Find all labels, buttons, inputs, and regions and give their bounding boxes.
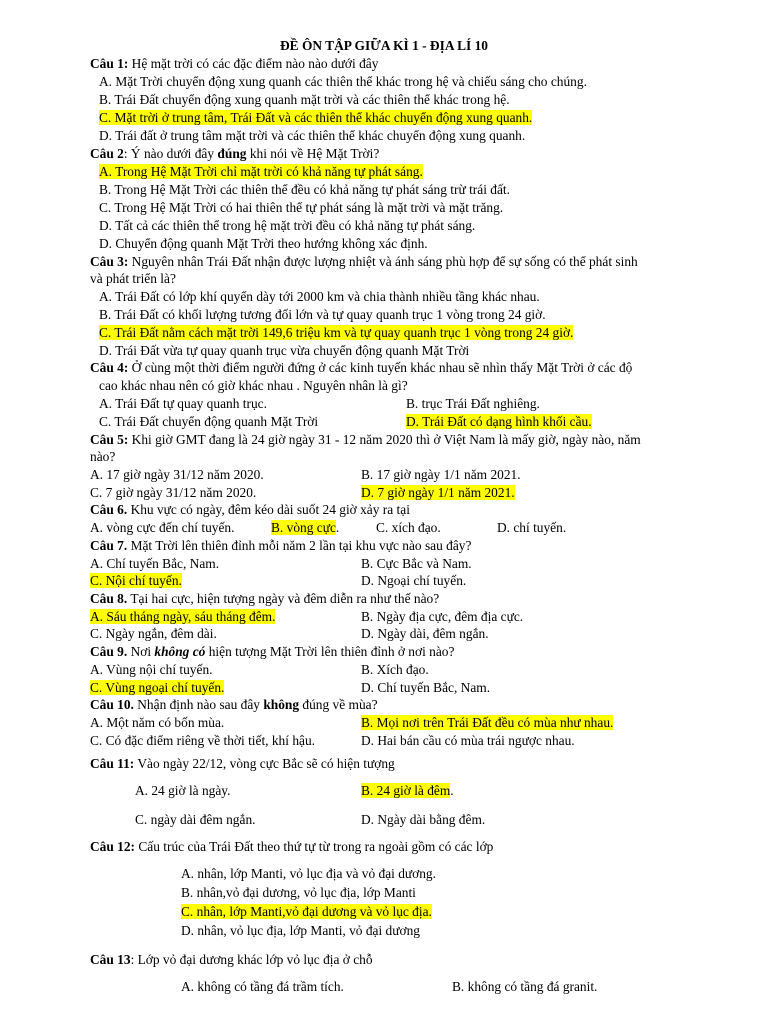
q12-option-a: A. nhân, lớp Manti, vỏ lục địa và vỏ đại dương.	[181, 866, 436, 881]
q11-option-c: C. ngày dài đêm ngắn.	[135, 812, 256, 827]
question-10-text-bold: không	[263, 697, 300, 712]
q8-option-b: B. Ngày địa cực, đêm địa cực.	[361, 609, 524, 624]
q4-option-c: C. Trái Đất chuyển động quanh Mặt Trời	[99, 414, 319, 429]
question-1-text: Hệ mặt trời có các đặc điểm nào nào dưới đây	[128, 56, 379, 71]
question-2-text-post: khi nói về Hệ Mặt Trời?	[246, 146, 380, 161]
question-12-label: Câu 12:	[90, 839, 136, 854]
q6-option-b	[271, 519, 339, 537]
question-6-text: Khu vực có ngày, đêm kéo dài suốt 24 giờ xảy ra tại	[127, 502, 410, 517]
question-10-label: Câu 10.	[90, 697, 134, 712]
q2-option-a-highlighted: A. Trong Hệ Mặt Trời chỉ mặt trời có khả năng tự phát sáng.	[99, 164, 423, 179]
q12-option-b: B. nhân,vỏ đại dương, vỏ lục địa, lớp Manti	[181, 885, 416, 900]
q13-option-a: A. không có tầng đá trầm tích.	[181, 979, 344, 994]
question-2-label: Câu 2	[90, 146, 124, 161]
q12-option-c-highlighted: C. nhân, lớp Manti,vỏ đại dương và vỏ lục địa.	[181, 904, 432, 919]
q7-option-a: A. Chí tuyến Bắc, Nam.	[90, 556, 220, 571]
question-3-label: Câu 3:	[90, 254, 129, 269]
q5-option-b: B. 17 giờ ngày 1/1 năm 2021.	[361, 467, 521, 482]
q6-option-b-tail: .	[335, 520, 340, 535]
question-8-label: Câu 8.	[90, 591, 128, 606]
q10-option-b-highlighted: B. Mọi nơi trên Trái Đất đều có mùa như nhau.	[361, 715, 614, 730]
q5-option-d-highlighted: D. 7 giờ ngày 1/1 năm 2021.	[361, 485, 515, 500]
q2-option-b: B. Trong Hệ Mặt Trời các thiên thể đều có khả năng tự phát sáng trừ trái đất.	[99, 182, 510, 197]
question-9-text-bold-italic: không có	[154, 644, 206, 659]
question-12	[90, 838, 493, 856]
question-6	[90, 501, 410, 519]
question-9-text-pre: Nơi	[127, 644, 155, 659]
q8-option-a-highlighted: A. Sáu tháng ngày, sáu tháng đêm.	[90, 609, 276, 624]
q6-option-d: D. chí tuyến.	[497, 520, 567, 535]
q10-option-d: D. Hai bán cầu có mùa trái ngược nhau.	[361, 733, 575, 748]
q7-option-c-highlighted: C. Nội chí tuyến.	[90, 573, 182, 588]
question-5	[90, 431, 641, 449]
q8-option-d: D. Ngày dài, đêm ngắn.	[361, 626, 489, 641]
question-7	[90, 537, 471, 555]
q11-option-a: A. 24 giờ là ngày.	[135, 783, 231, 798]
q11-option-d: D. Ngày dài bằng đêm.	[361, 812, 486, 827]
question-12-text: Cấu trúc của Trái Đất theo thứ tự từ trong ra ngoài gồm có các lớp	[135, 839, 494, 854]
question-3-text-line2: và phát triển là?	[90, 271, 176, 286]
q9-option-d: D. Chí tuyến Bắc, Nam.	[361, 680, 491, 695]
q5-option-a: A. 17 giờ ngày 31/12 năm 2020.	[90, 467, 264, 482]
q1-option-a: A. Mặt Trời chuyển động xung quanh các thiên thể khác trong hệ và chiếu sáng cho chúng.	[99, 74, 587, 89]
question-7-text: Mặt Trời lên thiên đỉnh mỗi năm 2 lần tại khu vực nào sau đây?	[127, 538, 472, 553]
q9-option-b: B. Xích đạo.	[361, 662, 429, 677]
q11-option-b-highlighted: B. 24 giờ là đêm	[361, 783, 451, 798]
q2-option-c: C. Trong Hệ Mặt Trời có hai thiên thể tự phát sáng là mặt trời và mặt trăng.	[99, 200, 504, 215]
question-1-label: Câu 1:	[90, 56, 129, 71]
question-10-text-pre: Nhận định nào sau đây	[133, 697, 264, 712]
document-title: ĐỀ ÔN TẬP GIỮA KÌ 1 - ĐỊA LÍ 10	[280, 38, 488, 53]
question-5-text-line2: nào?	[90, 449, 116, 464]
q3-option-a: A. Trái Đất có lớp khí quyển dày tới 2000 km và chia thành nhiều tầng khác nhau.	[99, 289, 540, 304]
question-8-text: Tại hai cực, hiện tượng ngày và đêm diễn ra như thế nào?	[127, 591, 440, 606]
question-6-label: Câu 6.	[90, 502, 128, 517]
question-11	[90, 755, 395, 773]
q10-option-a: A. Một năm có bốn mùa.	[90, 715, 225, 730]
q3-option-d: D. Trái Đất vừa tự quay quanh trục vừa chuyển động quanh Mặt Trời	[99, 343, 470, 358]
question-4-text-line2: cao khác nhau nên có giờ khác nhau . Nguyên nhân là gì?	[99, 378, 408, 393]
question-9	[90, 643, 454, 661]
q7-option-b: B. Cực Bắc và Nam.	[361, 556, 472, 571]
question-13-label: Câu 13	[90, 952, 131, 967]
question-2	[90, 145, 379, 163]
q1-option-b: B. Trái Đất chuyển động xung quanh mặt trời và các thiên thể khác trong hệ.	[99, 92, 510, 107]
q7-option-d: D. Ngoại chí tuyến.	[361, 573, 467, 588]
q1-option-d: D. Trái đất ở trung tâm mặt trời và các thiên thể khác chuyển động xung quanh.	[99, 128, 526, 143]
q11-option-b-tail: .	[450, 783, 454, 798]
question-3-text-line1: Nguyên nhân Trái Đất nhận được lượng nhiệt và ánh sáng phù hợp để sự sống có thể phát sinh	[128, 254, 638, 269]
q4-option-a: A. Trái Đất tự quay quanh trục.	[99, 396, 267, 411]
question-5-label: Câu 5:	[90, 432, 129, 447]
question-10-text-post: đúng về mùa?	[299, 697, 378, 712]
q11-option-b	[361, 782, 454, 800]
question-9-label: Câu 9.	[90, 644, 128, 659]
q6-option-b-highlighted: B. vòng cực	[271, 520, 336, 535]
question-11-label: Câu 11:	[90, 756, 135, 771]
q2-option-d: D. Tất cả các thiên thể trong hệ mặt trời đều có khả năng tự phát sáng.	[99, 218, 476, 233]
question-10	[90, 696, 378, 714]
question-2-text-bold: đúng	[217, 146, 247, 161]
question-2-text-pre: : Ý nào dưới đây	[123, 146, 218, 161]
q6-option-a: A. vòng cực đến chí tuyến.	[90, 520, 235, 535]
q5-option-c: C. 7 giờ ngày 31/12 năm 2020.	[90, 485, 257, 500]
question-4-text-line1: Ở cùng một thời điểm người đứng ở các kinh tuyến khác nhau sẽ nhìn thấy Mặt Trời ở các độ	[128, 360, 633, 375]
question-8	[90, 590, 439, 608]
q4-option-b: B. trục Trái Đất nghiêng.	[406, 396, 540, 411]
q9-option-c-highlighted: C. Vùng ngoại chí tuyến.	[90, 680, 225, 695]
q2-option-e: D. Chuyển động quanh Mặt Trời theo hướng không xác định.	[99, 236, 428, 251]
q13-option-b: B. không có tầng đá granit.	[452, 979, 598, 994]
question-1	[90, 55, 378, 73]
q9-option-a: A. Vùng nội chí tuyến.	[90, 662, 213, 677]
question-13-text: : Lớp vỏ đại dương khác lớp vỏ lục địa ở chỗ	[130, 952, 373, 967]
q3-option-c-highlighted: C. Trái Đất nằm cách mặt trời 149,6 triệu km và tự quay quanh trục 1 vòng trong 24 giờ.	[99, 325, 574, 340]
question-4-label: Câu 4:	[90, 360, 129, 375]
question-9-text-post: hiện tượng Mặt Trời lên thiên đỉnh ở nơi nào?	[205, 644, 455, 659]
q1-option-c-highlighted: C. Mặt trời ở trung tâm, Trái Đất và các thiên thể khác chuyển động xung quanh.	[99, 110, 533, 125]
q4-option-d-highlighted: D. Trái Đất có dạng hình khối cầu.	[406, 414, 592, 429]
q12-option-d: D. nhân, vỏ lục địa, lớp Manti, vỏ đại dương	[181, 923, 420, 938]
question-4	[90, 359, 632, 377]
question-3	[90, 253, 638, 271]
question-11-text: Vào ngày 22/12, vòng cực Bắc sẽ có hiện tượng	[134, 756, 395, 771]
question-13	[90, 951, 373, 969]
question-5-text-line1: Khi giờ GMT đang là 24 giờ ngày 31 - 12 năm 2020 thì ở Việt Nam là mấy giờ, ngày nào, năm	[128, 432, 641, 447]
q8-option-c: C. Ngày ngắn, đêm dài.	[90, 626, 217, 641]
q6-option-c: C. xích đạo.	[376, 520, 441, 535]
question-7-label: Câu 7.	[90, 538, 128, 553]
q3-option-b: B. Trái Đất có khối lượng tương đối lớn và tự quay quanh trục 1 vòng trong 24 giờ.	[99, 307, 546, 322]
q10-option-c: C. Có đặc điểm riêng về thời tiết, khí hậu.	[90, 733, 316, 748]
